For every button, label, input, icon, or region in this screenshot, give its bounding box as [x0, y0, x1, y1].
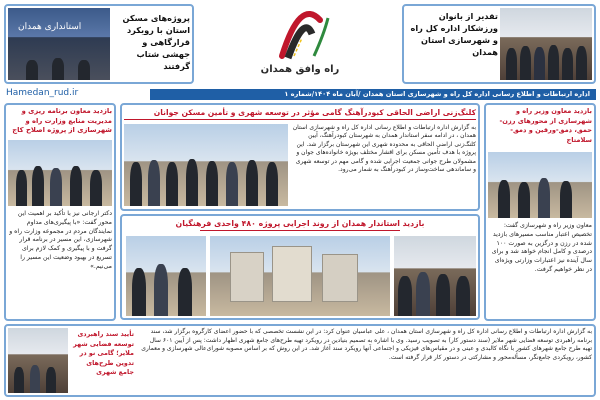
website-link[interactable]: Hamedan_rud.ir [6, 88, 79, 98]
photo-person [14, 367, 24, 393]
building [322, 254, 358, 302]
road-logo-icon [254, 4, 346, 64]
photo-person [166, 162, 178, 206]
photo-person [30, 365, 40, 393]
masthead-right-headline[interactable]: تقدیر از بانوان ورزشکار اداره کل راه و شهرسازی استان همدان [410, 11, 498, 57]
photo-person [186, 159, 198, 206]
photo-person [456, 276, 470, 316]
masthead-left-photo [8, 8, 110, 80]
left-column-headline[interactable]: بازدید معاون برنامه ریزی و مدیریت منابع وزارت راه و شهرسازی از پروژه اصلاح کاج [12, 107, 112, 134]
building [230, 252, 264, 302]
photo-person [90, 170, 102, 206]
photo-person [78, 60, 90, 80]
photo-person [548, 45, 559, 80]
photo-person [70, 166, 82, 206]
photo-person [436, 274, 450, 316]
photo-person [518, 182, 530, 218]
right-column-headline[interactable]: بازدید معاون وزیر راه و شهرسازی از محورهای رزن-حمق، دمق-ورقین و دمق-سلامتاج [499, 107, 592, 144]
logo [254, 4, 346, 86]
photo-person [266, 162, 278, 206]
center-top-photo [124, 124, 288, 206]
center-mid-photo-3 [394, 236, 476, 316]
photo-person [226, 162, 238, 206]
center-mid-photo-2 [210, 236, 390, 316]
photo-person [206, 161, 218, 206]
masthead-right-photo [500, 8, 592, 80]
photo-person [562, 48, 573, 80]
bottom-body: به گزارش اداره ارتباطات و اطلاع رسانی اداره کل راه و شهرسازی استان همدان ، علی عباسیان عنوان کرد: در این نشست تخصصی که با حضور اعضای کارگروه برگزار شد، سند برنامه راهبردی توسعه فضایی شهر ملایر (سند دستور کار) به تصویب رسید. وی با اشاره به تصمیم بنیادین در رویکرد تهیه طرح‌های جامع شهری اظهار داشت: پس از آیین ۶۰۱ سال تهیه طرح جامع شهرهای کشور با نگاه کالبدی و عینی و در مقیاس‌های فیزیکی و اجتماعی آنها رویکرد سند آغاز شد. در این روش که بر اساس مصوبه شورای‌عالی شهرسازی و معماری کشور، رویکردی جامع‌نگر، مسأله‌محور و مشارکتی در دستور کار قرار گرفته است. [141, 328, 592, 361]
photo-person [576, 46, 587, 80]
photo-person [498, 180, 510, 218]
center-top-headline[interactable]: کلنگ‌زنی اراضی الحاقی کبودرآهنگ گامی مؤثر در توسعه شهری و تأمین مسکن جوانان [153, 108, 476, 117]
photo-person [506, 48, 517, 80]
bottom-photo [8, 328, 68, 393]
bottom-side-headline[interactable]: تأیید سند راهبردی توسعه فضایی شهر ملایر؛ گامی نو در تدوین طرح‌های جامع شهری [73, 330, 134, 377]
left-column-body: دکتر ارجانی نیز با تأکید بر اهمیت این محور گفت: «با پیگیری‌های مداوم نمایندگان مردم در مجموعه وزارت راه و شهرسازی، این مسیر در برنامه قرار گرفت و با پیگیری و کمک لازم برای تسریع در بهبود وضعیت این مسیر را می‌نیم.» [9, 210, 112, 270]
photo-banner-text: استانداری همدان [18, 22, 82, 32]
photo-person [46, 367, 56, 393]
masthead-left-headline[interactable]: پروژه‌های مسکن استان با رویکرد قرارگاهی و جهشی شتاب گرفتند [122, 13, 190, 71]
right-column-photo [488, 152, 592, 218]
right-column-body: معاون وزیر راه و شهرسازی گفت: تخصیص اعتبار مناسب مسیرهای بازدید شده در رزن و درگزین به صورت ۱۰۰ درصدی و کامل انجام خواهد شد و برای سال آینده نیز اعتبارات وزارتی ویژه‌ای در نظر خواهیم گرفت. [491, 222, 592, 273]
issue-bar: اداره ارتباطات و اطلاع رسانی اداره کل راه و شهرسازی استان همدان /آبان ماه ۱۴۰۴/شماره ۱ [150, 89, 596, 100]
photo-person [538, 178, 550, 218]
photo-person [154, 264, 168, 316]
photo-person [52, 58, 64, 80]
photo-person [130, 162, 142, 206]
center-top-body: به گزارش اداره ارتباطات و اطلاع رسانی اداره کل راه و شهرسازی استان همدان ، در ادامه سفر استاندار همدان به شهرستان کبودرآهنگ، آیین کلنگ‌زنی اراضی الحاقی به محدوده شهری این شهرستان برگزار شد. این پروژه با هدف تأمین مسکن برای اقشار مختلف بویژه خانواده‌های جوان و مشمولان طرح جوانی جمعیت اجرایی شده و گامی مهم در توسعه شهری و ساماندهی ساخت‌وساز در کبودرآهنگ به شمار می‌رود. [292, 124, 476, 174]
photo-person [50, 168, 62, 206]
photo-person [26, 60, 38, 80]
headline-underline [200, 230, 400, 231]
photo-person [520, 46, 531, 80]
photo-person [178, 268, 192, 316]
logo-text: راه وافق همدان [260, 64, 340, 75]
center-mid-photo-1 [126, 236, 206, 316]
center-mid-headline[interactable]: بازدید استاندار همدان از روند اجرایی پروژه ۴۸۰ واحدی فرهنگیان [175, 219, 425, 228]
photo-person [16, 170, 27, 206]
building [272, 246, 312, 302]
photo-person [534, 47, 545, 80]
photo-person [32, 166, 44, 206]
photo-person [398, 276, 412, 316]
headline-underline [124, 119, 476, 120]
photo-person [132, 268, 146, 316]
photo-person [148, 160, 160, 206]
photo-person [560, 181, 572, 218]
photo-person [416, 272, 430, 316]
photo-person [246, 160, 258, 206]
left-column-photo [8, 140, 112, 206]
